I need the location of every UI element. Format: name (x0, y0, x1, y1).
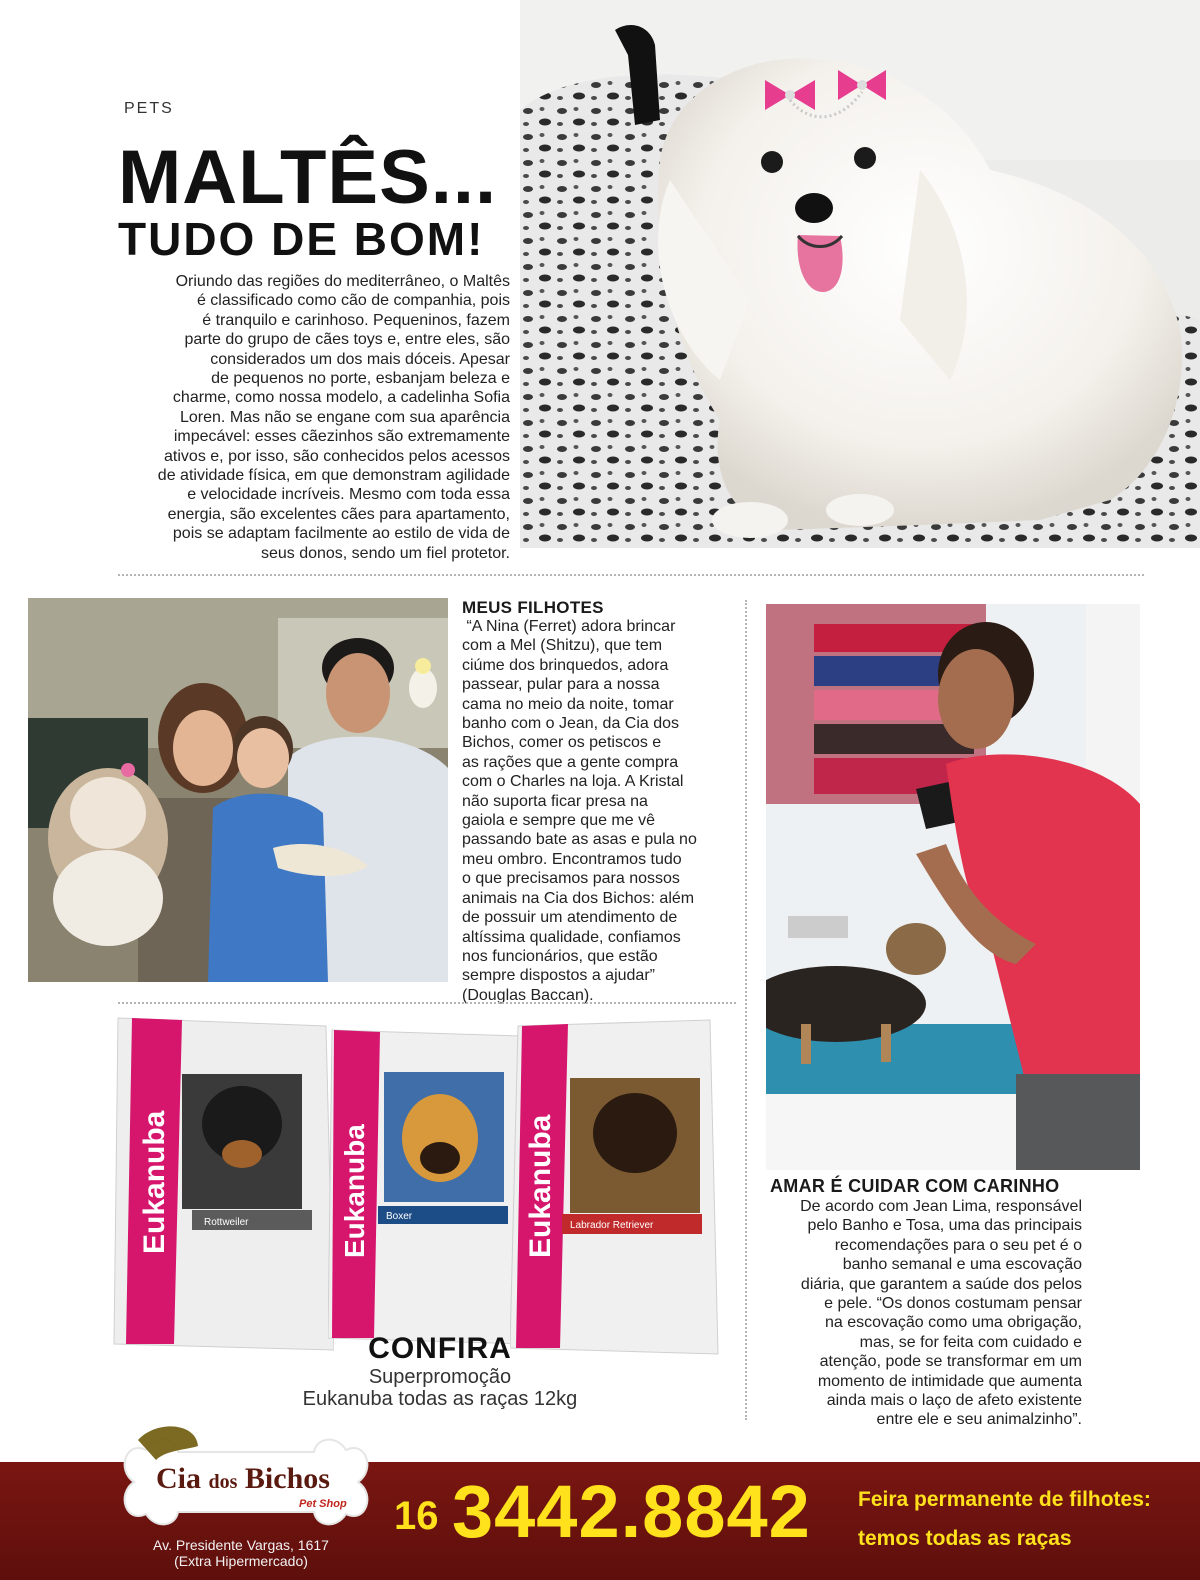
text-line: ainda mais o laço de afeto existente (826, 1392, 1082, 1410)
maltese-dog-photo (520, 0, 1200, 548)
text-line: nos funcionários, que estão (462, 947, 658, 965)
text-line: pelo Banho e Tosa, uma das principais (807, 1217, 1082, 1235)
column-divider (745, 600, 747, 1420)
intro-line: e velocidade incríveis. Mesmo com toda essa (187, 486, 510, 504)
text-line: altíssima qualidade, confiamos (462, 928, 681, 946)
confira-line1: Superpromoção (368, 1366, 512, 1388)
amar-heading: AMAR É CUIDAR COM CARINHO (770, 1176, 1060, 1196)
intro-paragraph (118, 272, 510, 563)
phone-area-code: 16 (394, 1494, 439, 1538)
bag-breed-label: Labrador Retriever (570, 1220, 654, 1231)
text-line: passear, pular para a nossa (462, 676, 660, 694)
bag-brand-label: Eukanuba (138, 1110, 171, 1254)
text-line: passando bate as asas e pula no (462, 831, 697, 849)
store-address-note: (Extra Hipermercado) (174, 1553, 308, 1569)
feira-line2: temos todas as raças (858, 1527, 1072, 1550)
intro-line: é classificado como cão de companhia, pois (196, 292, 510, 310)
text-line: banho semanal e uma escovação (842, 1256, 1082, 1274)
intro-line: é tranquilo e carinhoso. Pequeninos, fazem (202, 311, 510, 329)
text-line: não suporta ficar presa na (462, 792, 648, 810)
text-line: cama no meio da noite, tomar (462, 695, 674, 713)
bag-brand-label: Eukanuba (524, 1114, 557, 1258)
text-line: entre ele e seu animalzinho”. (876, 1411, 1082, 1429)
text-line: gaiola e sempre que me vê (462, 812, 655, 830)
brand-name (156, 1462, 330, 1496)
amar-text (756, 1197, 1082, 1430)
text-line: meu ombro. Encontramos tudo (462, 850, 682, 868)
text-line: na escovação como uma obrigação, (824, 1314, 1082, 1332)
intro-line: considerados um dos mais dóceis. Apesar (210, 350, 510, 368)
text-line: com o Charles na loja. A Kristal (462, 773, 684, 791)
text-line: atenção, pode se transformar em um (819, 1353, 1082, 1371)
text-line: de possuir um atendimento de (462, 909, 678, 927)
bag-brand-label: Eukanuba (339, 1124, 370, 1258)
text-line: momento de intimidade que aumenta (817, 1372, 1082, 1390)
intro-line: ativos e, por isso, são conhecidos pelos acessos (164, 447, 510, 465)
text-line: (Douglas Baccan). (462, 986, 594, 1004)
divider (118, 574, 1144, 576)
intro-line: seus donos, sendo um fiel protetor. (260, 544, 510, 562)
article-title-line1: MALTÊS... (118, 135, 498, 220)
bag-breed-label: Boxer (386, 1211, 413, 1222)
intro-line: charme, como nossa modelo, a cadelinha Sofia (172, 389, 510, 407)
bag-breed-label: Rottweiler (204, 1217, 249, 1228)
article-title-line2: TUDO DE BOM! (118, 213, 485, 265)
section-tag: PETS (124, 100, 174, 117)
text-line: o que precisamos para nossos (462, 870, 680, 888)
eukanuba-bag-boxer (328, 1028, 524, 1346)
text-line: De acordo com Jean Lima, responsável (800, 1198, 1082, 1215)
text-line: Bichos, comer os petiscos e (462, 734, 662, 752)
phone-number: 3442.8842 (452, 1470, 811, 1553)
text-line: banho com o Jean, da Cia dos (462, 715, 680, 733)
text-line: com a Mel (Shitzu), que tem (462, 637, 663, 655)
intro-line: energia, são excelentes cães para apartamento, (167, 505, 510, 523)
brand-word-small: dos (208, 1471, 238, 1493)
text-line: ciúme dos brinquedos, adora (462, 656, 669, 674)
text-line: sempre dispostos a ajudar” (462, 967, 655, 985)
text-line: diária, que garantem a saúde dos pelos (800, 1275, 1082, 1293)
intro-line: de atividade física, em que demonstram agilidade (157, 467, 510, 485)
intro-line: pois se adaptam facilmente ao estilo de vida de (172, 525, 510, 543)
text-line: recomendações para o seu pet é o (834, 1236, 1082, 1254)
intro-line: de pequenos no porte, esbanjam beleza e (211, 370, 510, 388)
eukanuba-bags-photo (112, 1014, 732, 1364)
family-photo (28, 598, 448, 982)
store-address: Av. Presidente Vargas, 1617 (153, 1537, 329, 1553)
eukanuba-bag-rottweiler (112, 1014, 334, 1354)
meus-filhotes-heading: MEUS FILHOTES (462, 598, 604, 617)
meus-filhotes-text (462, 617, 734, 1005)
feira-line1: Feira permanente de filhotes: (858, 1488, 1151, 1511)
brand-subtitle: Pet Shop (299, 1498, 347, 1510)
intro-line: parte do grupo de cães toys e, entre eles, são (184, 331, 510, 349)
confira-line2: Eukanuba todas as raças 12kg (302, 1388, 578, 1410)
text-line: “A Nina (Ferret) adora brincar (462, 618, 676, 635)
intro-line: impecável: esses cãezinhos são extremamente (173, 428, 510, 446)
brand-word: Cia (156, 1462, 201, 1495)
eukanuba-bag-labrador (510, 1018, 720, 1358)
confira-title: CONFIRA (368, 1332, 512, 1365)
divider (118, 1002, 736, 1004)
text-line: mas, se for feita com cuidado e (859, 1333, 1082, 1351)
intro-line: Oriundo das regiões do mediterrâneo, o Maltês (175, 273, 510, 290)
intro-line: Loren. Mas não se engane com sua aparência (180, 408, 510, 426)
text-line: animais na Cia dos Bichos: além (462, 889, 695, 907)
text-line: e pele. “Os donos costumam pensar (824, 1295, 1082, 1313)
brand-word: Bichos (244, 1462, 330, 1495)
groomer-photo (766, 604, 1140, 1170)
text-line: as rações que a gente compra (462, 753, 679, 771)
